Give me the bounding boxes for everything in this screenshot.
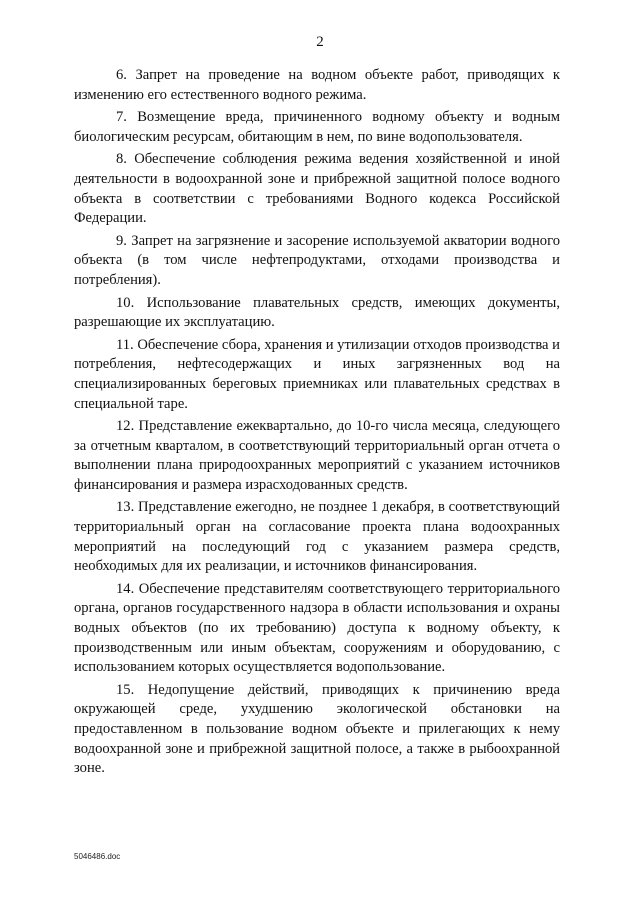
paragraph-6: 6. Запрет на проведение на водном объекте работ, приводящих к изменению его естественного водного режима. bbox=[74, 67, 560, 103]
paragraph-13: 13. Представление ежегодно, не позднее 1 декабря, в соответствующий территориальный орган на согласование проекта плана водоохранных мероприятий на последующий год с указанием размера средств, необходимых для их реализации, и источников финансирования. bbox=[74, 499, 560, 575]
paragraph-7: 7. Возмещение вреда, причиненного водному объекту и водным биологическим ресурсам, обитающим в нем, по вине водопользователя. bbox=[74, 109, 560, 145]
paragraph-12: 12. Представление ежеквартально, до 10-го числа месяца, следующего за отчетным кварталом, в соответствующий территориальный орган отчета о выполнении плана природоохранных мероприятий с указанием источников финансирования и размера израсходованных средств. bbox=[74, 418, 560, 493]
paragraph-10: 10. Использование плавательных средств, имеющих документы, разрешающие их эксплуатацию. bbox=[74, 294, 560, 331]
document-body bbox=[74, 66, 560, 782]
page-number: 2 bbox=[316, 34, 324, 50]
paragraph-14: 14. Обеспечение представителям соответствующего территориального органа, органов государственного надзора в области использования и охраны водных объектов (по их требованию) доступа к водному объекту, к производственным или иным объектам, сооружениям и оборудованию, с использованием которых осуществляется водопользование. bbox=[74, 580, 560, 676]
paragraph-11: 11. Обеспечение сбора, хранения и утилизации отходов производства и потребления, нефтесодержащих и иных загрязненных вод на специализированных береговых приемниках или плавательных средствах в специальной таре. bbox=[74, 336, 560, 412]
paragraph-9: 9. Запрет на загрязнение и засорение используемой акватории водного объекта (в том числе нефтепродуктами, отходами производства и потребления). bbox=[74, 232, 560, 288]
paragraph-15: 15. Недопущение действий, приводящих к причинению вреда окружающей среде, ухудшению экологической обстановки на предоставленном в пользование водном объекте и прилегающих к нему водоохранной зоне и прибрежной защитной полосе, а также в рыбоохранной зоне. bbox=[74, 681, 560, 777]
paragraph-8: 8. Обеспечение соблюдения режима ведения хозяйственной и иной деятельности в водоохранной зоне и прибрежной защитной полосе водного объекта в соответствии с требованиями Водного кодекса Российской Федерации. bbox=[74, 151, 560, 227]
footer-file-name: 5046486.doc bbox=[74, 852, 121, 861]
